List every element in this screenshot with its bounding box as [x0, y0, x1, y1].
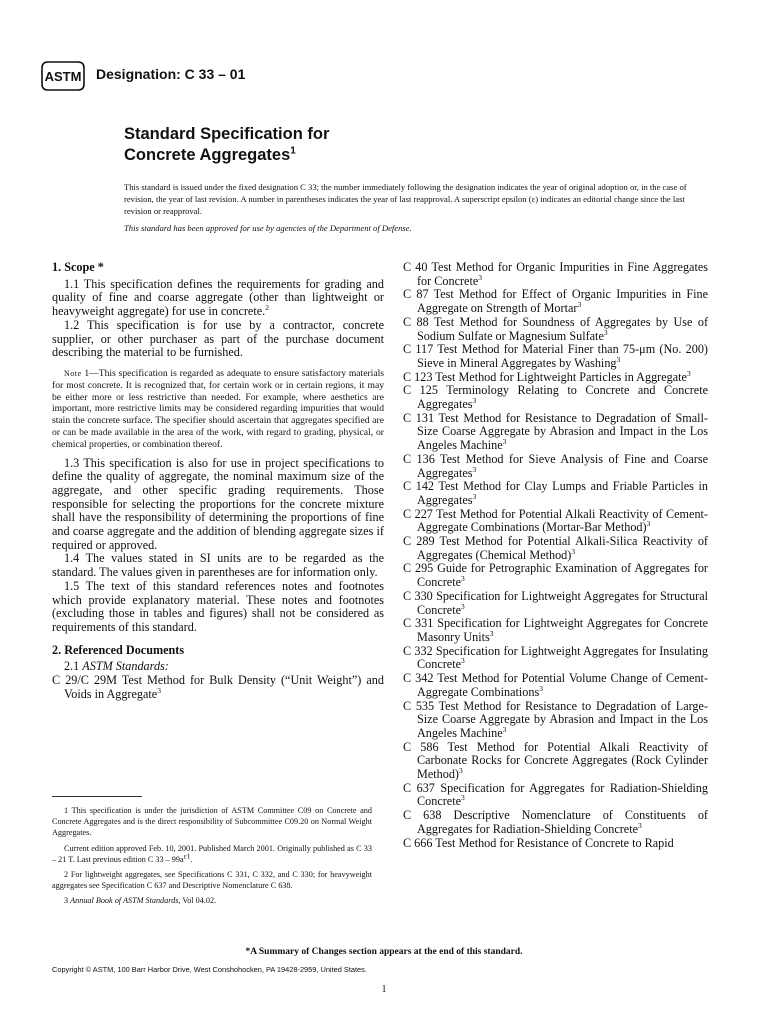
- reference-item: C 117 Test Method for Material Finer than 75-μm (No. 200) Sieve in Mineral Aggregates by Washing$^3$: [403, 342, 708, 370]
- page-number: 1: [381, 984, 387, 995]
- referenced-documents-heading: 2. Referenced Documents: [52, 642, 185, 657]
- footnote-1-edition: Current edition approved Feb. 10, 2001. Published March 2001. Originally published as C 33 – 21 T. Last previous edition C $33 - 99a^{\varepsilon 1}$.: [52, 843, 372, 864]
- astm-logo: [38, 60, 88, 92]
- reference-item: C 342 Test Method for Potential Volume Change of Cement-Aggregate Combinations$^3$: [403, 671, 708, 699]
- right-column: [403, 261, 708, 850]
- reference-item: C 123 Test Method for Lightweight Particles in Aggregate$^3$: [403, 368, 691, 384]
- paragraph-1-3: 1.3 This specification is also for use in project specifications to define the quality of aggregate, the nominal maximum size of the aggregate, and other specific grading requirements. Those responsible for selecting the proportions for the concrete mixture shall have the responsibility of determining the proportions of fine and coarse aggregate and the addition of blending aggregate sizes if required or approved.: [52, 455, 384, 552]
- reference-item: C 40 Test Method for Organic Impurities in Fine Aggregates for Concrete$^3$: [403, 260, 708, 288]
- footnote-divider: [52, 796, 142, 797]
- approval-statement: This standard has been approved for use by agencies of the Department of Defense.: [124, 223, 412, 233]
- reference-item: C 227 Test Method for Potential Alkali Reactivity of Cement-Aggregate Combinations (Mortar-Bar Method)$^3$: [403, 506, 708, 535]
- reference-item: C 535 Test Method for Resistance to Degradation of Large-Size Coarse Aggregate by Abrasion and Impact in the Los Angeles Machine$^3$: [403, 698, 708, 740]
- reference-item: C 88 Test Method for Soundness of Aggregates by Use of Sodium Sulfate or Magnesium Sulfate$^3$: [403, 314, 708, 343]
- reference-item: C 332 Specification for Lightweight Aggregates for Insulating Concrete$^3$: [403, 643, 708, 672]
- scope-heading: 1. Scope *: [52, 260, 104, 274]
- footnote-2: 2 For lightweight aggregates, see Specifications C 331, C 332, and C 330; for heavyweight aggregates see Specification C 637 and Descriptive Nomenclature C 638.: [52, 870, 372, 891]
- reference-item: C 637 Specification for Aggregates for Radiation-Shielding Concrete$^3$: [403, 780, 708, 809]
- footnotes: [52, 796, 372, 911]
- paragraph-1-5: 1.5 The text of this standard references notes and footnotes which provide explanatory material. These notes and footnotes (excluding those in tables and figures) shall not be considered as requirements of this standard.: [52, 578, 384, 634]
- reference-item: C 586 Test Method for Potential Alkali Reactivity of Carbonate Rocks for Concrete Aggregates (Rock Cylinder Method)$^3$: [403, 739, 708, 782]
- reference-item: C 142 Test Method for Clay Lumps and Friable Particles in Aggregates$^3$: [403, 479, 708, 507]
- paragraph-1-2: 1.2 This specification is for use by a contractor, concrete supplier, or other purchaser as part of the purchase document describing the material to be furnished.: [52, 317, 384, 360]
- left-column: [52, 261, 384, 701]
- logo-text: ASTM: [44, 69, 82, 84]
- title-footnote-ref: 1: [290, 145, 296, 157]
- paragraph-1-4: 1.4 The values stated in SI units are to be regarded as the standard. The values given in parentheses are for information only.: [52, 551, 384, 580]
- reference-item: C 87 Test Method for Effect of Organic Impurities in Fine Aggregate on Strength of Mortar$^3$: [403, 287, 708, 316]
- reference-item: C 136 Test Method for Sieve Analysis of Fine and Coarse Aggregates$^3$: [403, 451, 708, 480]
- reference-item: C 666 Test Method for Resistance of Concrete to Rapid: [403, 835, 674, 850]
- reference-item: C 331 Specification for Lightweight Aggregates for Concrete Masonry Units$^3$: [403, 616, 708, 644]
- reference-item: C 638 Descriptive Nomenclature of Constituents of Aggregates for Radiation-Shielding Concrete$^3$: [403, 808, 708, 836]
- astm-standards-subheading: 2.1 ASTM Standards:: [64, 659, 169, 674]
- reference-item: C 29/C 29M Test Method for Bulk Density (“Unit Weight”) and Voids in Aggregate$^3$: [52, 673, 384, 701]
- copyright-line: Copyright © ASTM, 100 Barr Harbor Drive, West Conshohocken, PA 19428-2959, United States.: [52, 965, 367, 974]
- footnote-3: 3 Annual Book of ASTM Standards, Vol 04.02.: [64, 896, 217, 906]
- reference-item: C 125 Terminology Relating to Concrete and Concrete Aggregates$^3$: [403, 383, 708, 412]
- reference-item: C 131 Test Method for Resistance to Degradation of Small-Size Coarse Aggregate by Abrasion and Impact in the Los Angeles Machine$^3$: [403, 410, 708, 453]
- summary-note: *A Summary of Changes section appears at the end of this standard.: [245, 947, 523, 957]
- title-line-1: Standard Specification for: [124, 125, 330, 143]
- reference-item: C 295 Guide for Petrographic Examination of Aggregates for Concrete$^3$: [403, 561, 708, 590]
- designation: Designation: C 33 – 01: [96, 66, 246, 82]
- issuance-statement: This standard is issued under the fixed designation C 33; the number immediately following the designation indicates the year of original adoption or, in the case of revision, the year of last revision. A number in parentheses indicates the year of last reapproval. A superscript epsilon (ε) indicates an editorial change since the last revision or reapproval.: [124, 182, 687, 217]
- note-1: Note 1—This specification is regarded as adequate to ensure satisfactory materials for most concrete. It is recognized that, for certain work or in certain regions, it may be either more or less restrictive than needed. For example, where aesthetics are important, more restrictive limits may be considered regarding impurities that would stain the concrete surface. The specifier should ascertain that aggregates specified are or can be made available in the area of the work, with regard to grading, physical, or chemical properties, or combination thereof.: [52, 367, 384, 450]
- title-line-2: Concrete Aggregates: [124, 146, 291, 164]
- reference-item: C 330 Specification for Lightweight Aggregates for Structural Concrete$^3$: [403, 588, 708, 617]
- paragraph-1-1: 1.1 This specification defines the requirements for grading and quality of fine and coarse aggregate (other than lightweight or heavyweight aggregate) for use in concrete.$^2$: [52, 276, 384, 319]
- footnote-1: 1 This specification is under the jurisdiction of ASTM Committee C09 on Concrete and Concrete Aggregates and is the direct responsibility of Subcommittee C09.20 on Normal Weight Aggregates.: [52, 806, 372, 838]
- reference-item: C 289 Test Method for Potential Alkali-Silica Reactivity of Aggregates (Chemical Method)$^3$: [403, 534, 708, 562]
- note-label: Note: [64, 368, 82, 378]
- document-title: [124, 124, 624, 166]
